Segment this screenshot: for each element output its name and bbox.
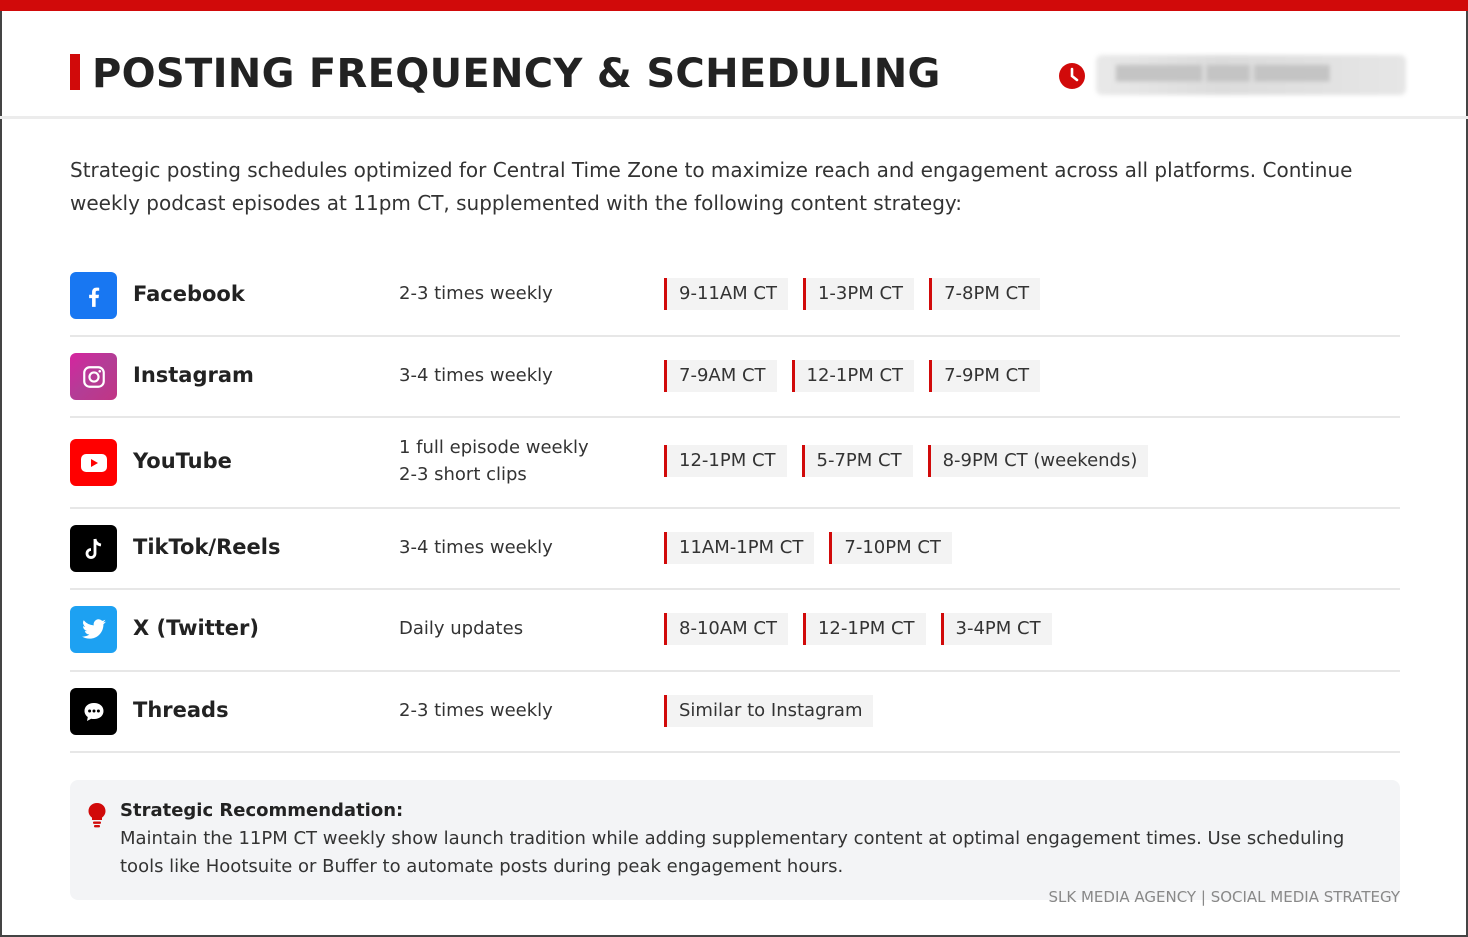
time-slot: 7-10PM CT bbox=[829, 532, 952, 564]
lightbulb-icon bbox=[87, 802, 107, 828]
top-accent-bar bbox=[0, 0, 1468, 11]
strategic-recommendation-box bbox=[70, 780, 1400, 900]
frequency-line: 2-3 short clips bbox=[399, 464, 527, 485]
time-slots bbox=[664, 278, 1040, 310]
platform-frequency bbox=[399, 362, 553, 389]
platform-row-tiktok bbox=[70, 509, 1400, 590]
recommendation-text: Maintain the 11PM CT weekly show launch tradition while adding supplementary content at optimal engagement times. Use scheduling tools like Hootsuite or Buffer to automate posts during peak engagement hours. bbox=[120, 828, 1345, 877]
frequency-line: 3-4 times weekly bbox=[399, 365, 553, 386]
time-slots bbox=[664, 613, 1052, 645]
platform-name: X (Twitter) bbox=[133, 616, 259, 640]
redacted-badge: ████████ ████ ███████ bbox=[1096, 55, 1406, 95]
frequency-line: 1 full episode weekly bbox=[399, 437, 589, 458]
platform-frequency bbox=[399, 434, 589, 488]
youtube-icon bbox=[70, 439, 117, 486]
intro-paragraph: Strategic posting schedules optimized for Central Time Zone to maximize reach and engagement across all platforms. Continue weekly podcast episodes at 11pm CT, supplemented with the following content strategy: bbox=[70, 158, 1353, 215]
time-slot: Similar to Instagram bbox=[664, 695, 873, 727]
time-slot: 3-4PM CT bbox=[941, 613, 1052, 645]
platform-name: TikTok/Reels bbox=[133, 535, 281, 559]
time-slot: 7-8PM CT bbox=[929, 278, 1040, 310]
time-slot: 12-1PM CT bbox=[664, 445, 787, 477]
platform-row-instagram bbox=[70, 337, 1400, 418]
time-slots bbox=[664, 360, 1040, 392]
footer-label: SLK MEDIA AGENCY | SOCIAL MEDIA STRATEGY bbox=[1048, 888, 1400, 906]
platform-row-twitter bbox=[70, 590, 1400, 672]
platform-row-youtube bbox=[70, 418, 1400, 509]
recommendation-title: Strategic Recommendation: bbox=[120, 800, 404, 821]
time-slot: 7-9PM CT bbox=[929, 360, 1040, 392]
time-slot: 12-1PM CT bbox=[803, 613, 926, 645]
time-slot: 8-9PM CT (weekends) bbox=[928, 445, 1149, 477]
platform-row-facebook bbox=[70, 254, 1400, 337]
platform-row-threads bbox=[70, 672, 1400, 753]
time-slots bbox=[664, 445, 1148, 477]
platform-name: Facebook bbox=[133, 282, 245, 306]
platform-name: YouTube bbox=[133, 449, 232, 473]
threads-icon bbox=[70, 688, 117, 735]
platform-frequency bbox=[399, 534, 553, 561]
time-slot: 12-1PM CT bbox=[792, 360, 915, 392]
platform-name: Instagram bbox=[133, 363, 254, 387]
time-slot: 8-10AM CT bbox=[664, 613, 788, 645]
header bbox=[0, 11, 1468, 119]
time-slot: 7-9AM CT bbox=[664, 360, 777, 392]
frequency-line: Daily updates bbox=[399, 618, 524, 639]
facebook-icon bbox=[70, 272, 117, 319]
time-slots bbox=[664, 532, 952, 564]
time-slot: 1-3PM CT bbox=[803, 278, 914, 310]
clock-icon bbox=[1058, 62, 1086, 90]
frequency-line: 2-3 times weekly bbox=[399, 700, 553, 721]
time-slot: 11AM-1PM CT bbox=[664, 532, 814, 564]
platform-frequency bbox=[399, 697, 553, 724]
frequency-line: 2-3 times weekly bbox=[399, 283, 553, 304]
time-slot: 5-7PM CT bbox=[802, 445, 913, 477]
frequency-line: 3-4 times weekly bbox=[399, 537, 553, 558]
platform-frequency bbox=[399, 615, 523, 642]
time-slots bbox=[664, 695, 873, 727]
title-accent-mark bbox=[70, 54, 80, 90]
time-slot: 9-11AM CT bbox=[664, 278, 788, 310]
page-title: POSTING FREQUENCY & SCHEDULING bbox=[92, 51, 941, 97]
instagram-icon bbox=[70, 353, 117, 400]
platform-frequency bbox=[399, 280, 553, 307]
platform-name: Threads bbox=[133, 698, 229, 722]
twitter-icon bbox=[70, 606, 117, 653]
tiktok-icon bbox=[70, 525, 117, 572]
